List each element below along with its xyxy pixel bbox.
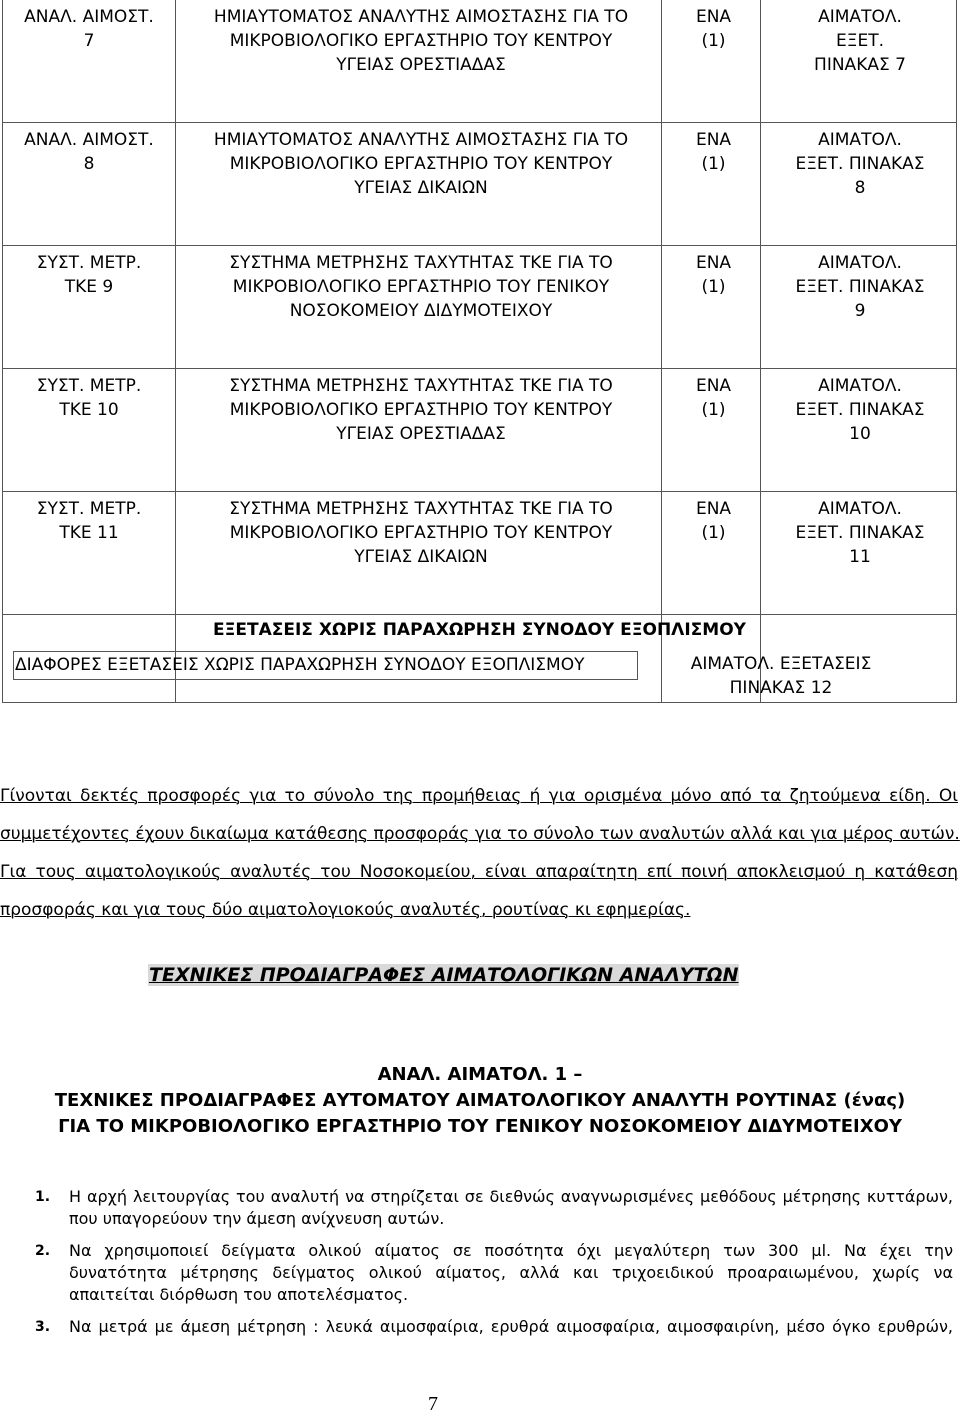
row-table-ref: ΑΙΜΑΤΟΛ. ΕΞΕΤ. ΠΙΝΑΚΑΣ 11 [795, 499, 925, 567]
row-description: ΣΥΣΤΗΜΑ ΜΕΤΡΗΣΗΣ ΤΑΧΥΤΗΤΑΣ ΤΚΕ ΓΙΑ ΤΟ ΜΙΚΡΟΒΙΟΛΟΓΙΚΟ ΕΡΓΑΣΤΗΡΙΟ ΤΟΥ ΓΕΝΙΚΟΥ ΝΟΣΟΚΟΜΕΙΟΥ ΔΙΔΥΜΟΤΕΙΧΟΥ [229, 253, 613, 321]
page-number: 7 [428, 1393, 438, 1415]
row-code: ΣΥΣΤ. ΜΕΤΡ. ΤΚΕ 10 [36, 376, 142, 420]
tech-specs-title: ΤΕΧΝΙΚΕΣ ΠΡΟΔΙΑΓΡΑΦΕΣ ΑΙΜΑΤΟΛΟΓΙΚΩΝ ΑΝΑΛΥΤΩΝ [149, 964, 739, 986]
section-heading: ΕΞΕΤΑΣΕΙΣ ΧΩΡΙΣ ΠΑΡΑΧΩΡΗΣΗ ΣΥΝΟΔΟΥ ΕΞΟΠΛΙΣΜΟΥ [213, 620, 746, 640]
offers-paragraph: Γίνονται δεκτές προσφορές για το σύνολο της προμήθειας ή για ορισμένα μόνο από τα ζητούμενα είδη. Οι συμμετέχοντες έχουν δικαίωμα κατάθεσης προσφοράς για το σύνολο των αναλυτών αλλά και για μέρος αυτών. Για τους αιματολογικούς αναλυτές του Νοσοκομείου, είναι απαραίτητη επί ποινή αποκλεισμού η κατάθεση προσφοράς και για τους δύο αιματολογιοκούς αναλυτές, ρουτίνας κι εφημερίας. [0, 786, 960, 920]
misc-exams-ref: ΑΙΜΑΤΟΛ. ΕΞΕΤΑΣΕΙΣ ΠΙΝΑΚΑΣ 12 [690, 654, 872, 698]
table-row [3, 0, 956, 123]
item-text: Η αρχή λειτουργίας του αναλυτή να στηρίζεται σε διεθνώς αναγνωρισμένες μεθόδους μέτρησης κυττάρων, που υπαγορεύουν την άμεση ανίχνευση αυτών. [69, 1187, 953, 1228]
table-row [3, 123, 956, 246]
list-item [35, 1186, 953, 1230]
row-code: ΑΝΑΛ. ΑΙΜΟΣΤ. 8 [24, 130, 154, 174]
row-quantity: ΕΝΑ (1) [695, 7, 732, 51]
row-description: ΗΜΙΑΥΤΟΜΑΤΟΣ ΑΝΑΛΥΤΗΣ ΑΙΜΟΣΤΑΣΗΣ ΓΙΑ ΤΟ ΜΙΚΡΟΒΙΟΛΟΓΙΚΟ ΕΡΓΑΣΤΗΡΙΟ ΤΟΥ ΚΕΝΤΡΟΥ ΥΓΕΙΑΣ ΔΙΚΑΙΩΝ [213, 130, 629, 198]
item-text: Να μετρά με άμεση μέτρηση : λευκά αιμοσφαίρια, ερυθρά αιμοσφαίρια, αιμοσφαιρίνη, μέσο όγκο ερυθρών, [69, 1317, 953, 1336]
row-table-ref: ΑΙΜΑΤΟΛ. ΕΞΕΤ. ΠΙΝΑΚΑΣ 7 [814, 7, 906, 75]
list-item [35, 1240, 953, 1306]
row-quantity: ΕΝΑ (1) [695, 130, 732, 174]
row-code: ΣΥΣΤ. ΜΕΤΡ. ΤΚΕ 11 [36, 499, 142, 543]
row-description: ΗΜΙΑΥΤΟΜΑΤΟΣ ΑΝΑΛΥΤΗΣ ΑΙΜΟΣΤΑΣΗΣ ΓΙΑ ΤΟ ΜΙΚΡΟΒΙΟΛΟΓΙΚΟ ΕΡΓΑΣΤΗΡΙΟ ΤΟΥ ΚΕΝΤΡΟΥ ΥΓΕΙΑΣ ΟΡΕΣΤΙΑΔΑΣ [213, 7, 629, 75]
table-row [3, 369, 956, 492]
row-table-ref: ΑΙΜΑΤΟΛ. ΕΞΕΤ. ΠΙΝΑΚΑΣ 10 [795, 376, 925, 444]
item-number: 2. [35, 1243, 51, 1259]
list-item [35, 1316, 953, 1338]
row-quantity: ΕΝΑ (1) [695, 499, 732, 543]
item-number: 1. [35, 1189, 51, 1205]
table-row [3, 246, 956, 369]
row-code: ΣΥΣΤ. ΜΕΤΡ. ΤΚΕ 9 [36, 253, 142, 297]
item-number: 3. [35, 1319, 51, 1335]
row-description: ΣΥΣΤΗΜΑ ΜΕΤΡΗΣΗΣ ΤΑΧΥΤΗΤΑΣ ΤΚΕ ΓΙΑ ΤΟ ΜΙΚΡΟΒΙΟΛΟΓΙΚΟ ΕΡΓΑΣΤΗΡΙΟ ΤΟΥ ΚΕΝΤΡΟΥ ΥΓΕΙΑΣ ΔΙΚΑΙΩΝ [229, 499, 613, 567]
equipment-table [2, 0, 957, 703]
misc-exams-label: ΔΙΑΦΟΡΕΣ ΕΞΕΤΑΣΕΙΣ ΧΩΡΙΣ ΠΑΡΑΧΩΡΗΣΗ ΣΥΝΟΔΟΥ ΕΞΟΠΛΙΣΜΟΥ [13, 651, 638, 680]
table-row [3, 492, 956, 615]
row-code: ΑΝΑΛ. ΑΙΜΟΣΤ. 7 [24, 7, 154, 51]
row-quantity: ΕΝΑ (1) [695, 253, 732, 297]
spec-list [35, 1186, 953, 1348]
row-table-ref: ΑΙΜΑΤΟΛ. ΕΞΕΤ. ΠΙΝΑΚΑΣ 8 [795, 130, 925, 198]
row-description: ΣΥΣΤΗΜΑ ΜΕΤΡΗΣΗΣ ΤΑΧΥΤΗΤΑΣ ΤΚΕ ΓΙΑ ΤΟ ΜΙΚΡΟΒΙΟΛΟΓΙΚΟ ΕΡΓΑΣΤΗΡΙΟ ΤΟΥ ΚΕΝΤΡΟΥ ΥΓΕΙΑΣ ΟΡΕΣΤΙΑΔΑΣ [229, 376, 613, 444]
row-quantity: ΕΝΑ (1) [695, 376, 732, 420]
item-text: Να χρησιμοποιεί δείγματα ολικού αίματος σε ποσότητα όχι μεγαλύτερη των 300 μl. Να έχει την δυνατότητα μέτρησης δείγματος ολικού αίματος, αλλά και τριχοειδικού προαραιωμένου, χωρίς να απαιτείται διόρθωση του αποτελέσματος. [69, 1241, 953, 1304]
analyzer-heading: ΑΝΑΛ. ΑΙΜΑΤΟΛ. 1 – ΤΕΧΝΙΚΕΣ ΠΡΟΔΙΑΓΡΑΦΕΣ ΑΥΤΟΜΑΤΟΥ ΑΙΜΑΤΟΛΟΓΙΚΟΥ ΑΝΑΛΥΤΗ ΡΟΥΤΙΝΑΣ (ένας) ΓΙΑ ΤΟ ΜΙΚΡΟΒΙΟΛΟΓΙΚΟ ΕΡΓΑΣΤΗΡΙΟ ΤΟΥ ΓΕΝΙΚΟΥ ΝΟΣΟΚΟΜΕΙΟΥ ΔΙΔΥΜΟΤΕΙΧΟΥ [54, 1064, 906, 1137]
row-table-ref: ΑΙΜΑΤΟΛ. ΕΞΕΤ. ΠΙΝΑΚΑΣ 9 [795, 253, 925, 321]
